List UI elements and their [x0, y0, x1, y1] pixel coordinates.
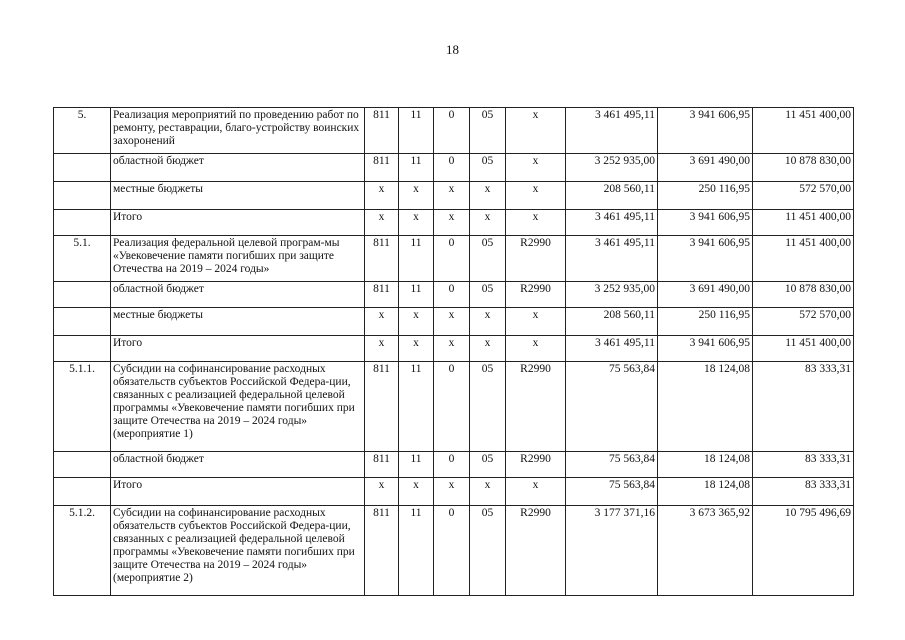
code-cell-c3: x — [434, 308, 470, 336]
code-cell-c1: 811 — [365, 362, 399, 452]
row-number-cell: 5.1.1. — [54, 362, 111, 452]
code-cell-c5: x — [506, 108, 566, 154]
code-cell-c2: x — [399, 336, 434, 362]
table-row — [54, 452, 854, 478]
table-row — [54, 362, 854, 452]
code-cell-c1: x — [365, 478, 399, 506]
code-cell-c2: 11 — [399, 154, 434, 182]
code-cell-c5: R2990 — [506, 236, 566, 282]
table-row — [54, 182, 854, 210]
code-cell-c1: x — [365, 308, 399, 336]
amount-cell-v3: 11 451 400,00 — [753, 236, 854, 282]
code-cell-c5: R2990 — [506, 506, 566, 596]
code-cell-c3: 0 — [434, 108, 470, 154]
code-cell-c5: x — [506, 308, 566, 336]
amount-cell-v1: 75 563,84 — [566, 362, 658, 452]
amount-cell-v3: 11 451 400,00 — [753, 108, 854, 154]
code-cell-c4: 05 — [470, 154, 506, 182]
amount-cell-v2: 18 124,08 — [658, 452, 753, 478]
row-name-cell: Субсидии на софинансирование расходных обязательств субъектов Российской Федера-ции, связанных с реализацией федеральной целевой программы «Увековечение памяти погибших при защите Отечества на 2019 – 2024 годы» (мероприятие 1) — [111, 362, 365, 452]
amount-cell-v2: 3 941 606,95 — [658, 336, 753, 362]
row-number-cell: 5.1.2. — [54, 506, 111, 596]
table-row — [54, 154, 854, 182]
amount-cell-v1: 3 252 935,00 — [566, 282, 658, 308]
amount-cell-v2: 3 691 490,00 — [658, 154, 753, 182]
code-cell-c1: x — [365, 210, 399, 236]
code-cell-c2: 11 — [399, 236, 434, 282]
table-row — [54, 478, 854, 506]
code-cell-c3: 0 — [434, 154, 470, 182]
amount-cell-v3: 10 878 830,00 — [753, 154, 854, 182]
amount-cell-v2: 3 941 606,95 — [658, 210, 753, 236]
code-cell-c2: x — [399, 478, 434, 506]
amount-cell-v3: 83 333,31 — [753, 362, 854, 452]
code-cell-c5: R2990 — [506, 282, 566, 308]
code-cell-c5: R2990 — [506, 362, 566, 452]
row-number-cell — [54, 282, 111, 308]
amount-cell-v2: 18 124,08 — [658, 362, 753, 452]
code-cell-c4: 05 — [470, 506, 506, 596]
code-cell-c4: x — [470, 182, 506, 210]
row-number-cell — [54, 336, 111, 362]
code-cell-c2: 11 — [399, 282, 434, 308]
code-cell-c2: 11 — [399, 108, 434, 154]
row-number-cell — [54, 452, 111, 478]
code-cell-c4: x — [470, 336, 506, 362]
code-cell-c4: 05 — [470, 236, 506, 282]
amount-cell-v3: 83 333,31 — [753, 452, 854, 478]
code-cell-c1: 811 — [365, 154, 399, 182]
code-cell-c5: x — [506, 478, 566, 506]
code-cell-c5: x — [506, 210, 566, 236]
code-cell-c3: x — [434, 336, 470, 362]
code-cell-c1: 811 — [365, 452, 399, 478]
row-number-cell — [54, 308, 111, 336]
code-cell-c1: 811 — [365, 236, 399, 282]
row-name-cell: Субсидии на софинансирование расходных обязательств субъектов Российской Федера-ции, связанных с реализацией федеральной целевой программы «Увековечение памяти погибших при защите Отечества на 2019 – 2024 годы» (мероприятие 2) — [111, 506, 365, 596]
amount-cell-v1: 208 560,11 — [566, 182, 658, 210]
code-cell-c3: x — [434, 478, 470, 506]
amount-cell-v3: 10 878 830,00 — [753, 282, 854, 308]
row-name-cell: областной бюджет — [111, 452, 365, 478]
amount-cell-v1: 208 560,11 — [566, 308, 658, 336]
amount-cell-v3: 572 570,00 — [753, 182, 854, 210]
amount-cell-v3: 11 451 400,00 — [753, 336, 854, 362]
code-cell-c3: x — [434, 182, 470, 210]
table-row — [54, 308, 854, 336]
amount-cell-v3: 572 570,00 — [753, 308, 854, 336]
code-cell-c3: x — [434, 210, 470, 236]
code-cell-c4: 05 — [470, 108, 506, 154]
code-cell-c1: 811 — [365, 506, 399, 596]
code-cell-c3: 0 — [434, 362, 470, 452]
amount-cell-v3: 11 451 400,00 — [753, 210, 854, 236]
amount-cell-v1: 3 461 495,11 — [566, 210, 658, 236]
amount-cell-v3: 83 333,31 — [753, 478, 854, 506]
code-cell-c2: x — [399, 308, 434, 336]
code-cell-c4: 05 — [470, 282, 506, 308]
code-cell-c4: x — [470, 210, 506, 236]
code-cell-c5: R2990 — [506, 452, 566, 478]
code-cell-c5: x — [506, 182, 566, 210]
code-cell-c1: x — [365, 336, 399, 362]
code-cell-c4: 05 — [470, 452, 506, 478]
code-cell-c2: 11 — [399, 506, 434, 596]
row-number-cell — [54, 154, 111, 182]
code-cell-c1: 811 — [365, 282, 399, 308]
code-cell-c2: 11 — [399, 452, 434, 478]
row-number-cell: 5.1. — [54, 236, 111, 282]
row-name-cell: Реализация федеральной целевой програм-мы «Увековечение памяти погибших при защите Отечества на 2019 – 2024 годы» — [111, 236, 365, 282]
code-cell-c3: 0 — [434, 506, 470, 596]
amount-cell-v1: 3 252 935,00 — [566, 154, 658, 182]
code-cell-c2: x — [399, 210, 434, 236]
code-cell-c3: 0 — [434, 236, 470, 282]
amount-cell-v2: 18 124,08 — [658, 478, 753, 506]
amount-cell-v2: 3 673 365,92 — [658, 506, 753, 596]
row-number-cell: 5. — [54, 108, 111, 154]
code-cell-c4: x — [470, 478, 506, 506]
code-cell-c1: 811 — [365, 108, 399, 154]
code-cell-c3: 0 — [434, 452, 470, 478]
code-cell-c2: 11 — [399, 362, 434, 452]
row-name-cell: областной бюджет — [111, 154, 365, 182]
code-cell-c1: x — [365, 182, 399, 210]
table-row — [54, 282, 854, 308]
row-number-cell — [54, 210, 111, 236]
budget-table — [53, 107, 854, 596]
table-row — [54, 506, 854, 596]
amount-cell-v2: 3 941 606,95 — [658, 108, 753, 154]
row-name-cell: Итого — [111, 336, 365, 362]
amount-cell-v1: 3 461 495,11 — [566, 108, 658, 154]
code-cell-c4: x — [470, 308, 506, 336]
code-cell-c4: 05 — [470, 362, 506, 452]
table-row — [54, 236, 854, 282]
code-cell-c5: x — [506, 336, 566, 362]
row-name-cell: местные бюджеты — [111, 308, 365, 336]
row-name-cell: областной бюджет — [111, 282, 365, 308]
amount-cell-v2: 250 116,95 — [658, 182, 753, 210]
amount-cell-v1: 75 563,84 — [566, 478, 658, 506]
table-row — [54, 336, 854, 362]
table-row — [54, 210, 854, 236]
amount-cell-v1: 75 563,84 — [566, 452, 658, 478]
page-number: 18 — [446, 42, 459, 57]
amount-cell-v1: 3 177 371,16 — [566, 506, 658, 596]
row-name-cell: местные бюджеты — [111, 182, 365, 210]
amount-cell-v2: 3 941 606,95 — [658, 236, 753, 282]
amount-cell-v2: 250 116,95 — [658, 308, 753, 336]
code-cell-c5: x — [506, 154, 566, 182]
row-name-cell: Реализация мероприятий по проведению работ по ремонту, реставрации, благо-устройству воинских захоронений — [111, 108, 365, 154]
amount-cell-v1: 3 461 495,11 — [566, 336, 658, 362]
code-cell-c2: x — [399, 182, 434, 210]
row-name-cell: Итого — [111, 478, 365, 506]
row-name-cell: Итого — [111, 210, 365, 236]
row-number-cell — [54, 182, 111, 210]
amount-cell-v1: 3 461 495,11 — [566, 236, 658, 282]
row-number-cell — [54, 478, 111, 506]
table-row — [54, 108, 854, 154]
code-cell-c3: 0 — [434, 282, 470, 308]
amount-cell-v2: 3 691 490,00 — [658, 282, 753, 308]
amount-cell-v3: 10 795 496,69 — [753, 506, 854, 596]
